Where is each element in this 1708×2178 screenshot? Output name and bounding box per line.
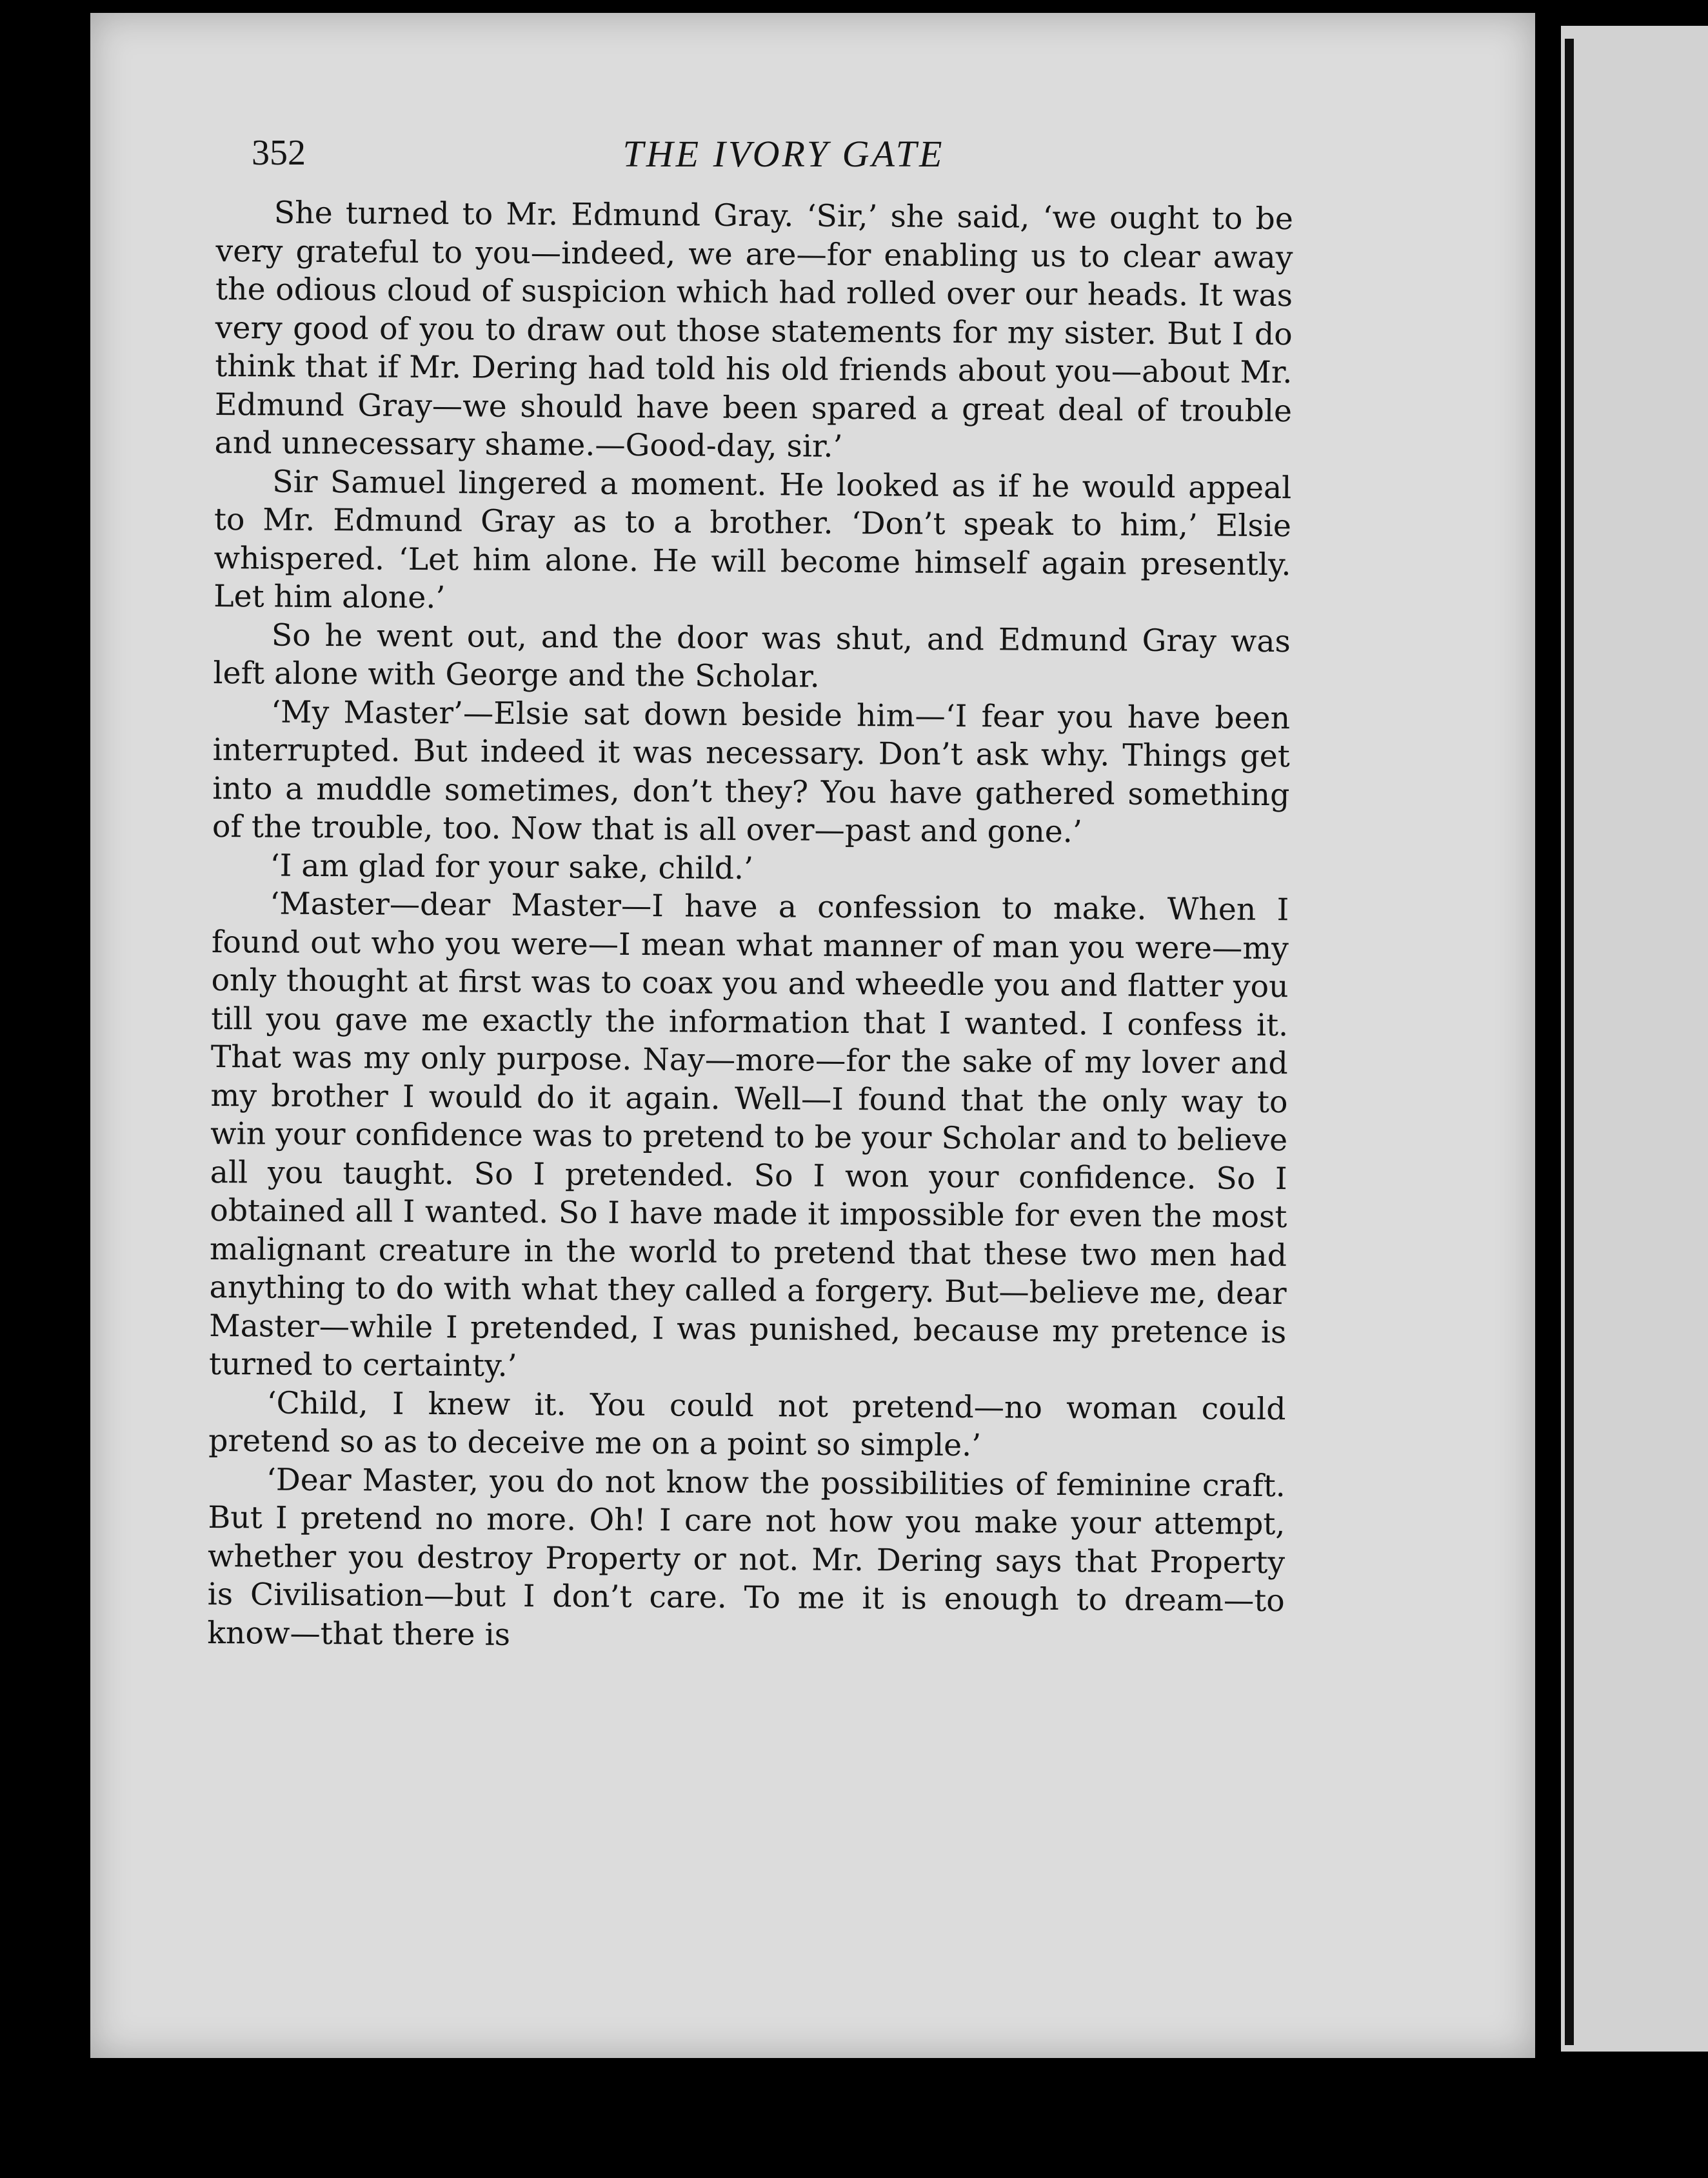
paragraph: ‘Dear Master, you do not know the possibilities of feminine craft. But I pretend no more. Oh! I care not how you make your attempt, whether you destroy Property or not. Mr. Dering says that Property is Civilisation—but I don’t care. To me it is enough to dream—to know—that there is: [207, 1462, 1286, 1653]
book-spine-gutter: [1565, 39, 1574, 2045]
paragraph: ‘I am glad for your sake, child.’: [270, 848, 754, 886]
page-header: [252, 132, 1316, 184]
paragraph: ‘Master—dear Master—I have a confession to make. When I found out who you were—I mean what manner of man you were—my only thought at first was to coax you and wheedle you and flatter you till you gave me exactly the information that I wanted. I confess it. That was my only purpose. Nay—more—for the sake of my lover and my brother I would do it again. Well—I found that the only way to win your confidence was to pretend to be your Scholar and to believe all you taught. So I pretended. So I won your confidence. So I obtained all I wanted. So I have made it impossible for even the most malignant creature in the world to pretend that these two men had anything to do with what they called a forgery. But—believe me, dear Master—while I pretended, I was punished, because my pretence is turned to certainty.’: [208, 886, 1289, 1384]
facing-page-edge: [1561, 26, 1708, 2052]
paragraph: So he went out, and the door was shut, and Edmund Gray was left alone with George and the Scholar.: [213, 617, 1291, 695]
page-number: 352: [252, 133, 306, 173]
body-text: [207, 194, 1293, 1659]
paragraph: Sir Samuel lingered a moment. He looked as if he would appeal to Mr. Edmund Gray as to a brother. ‘Don’t speak to him,’ Elsie whispered. ‘Let him alone. He will become himself again presently. Let him alone.’: [214, 464, 1292, 616]
paragraph: ‘Child, I knew it. You could not pretend—no woman could pretend so as to deceive me on a point so simple.’: [208, 1385, 1286, 1464]
running-head-title: THE IVORY GATE: [622, 133, 945, 175]
paragraph: ‘My Master’—Elsie sat down beside him—‘I fear you have been interrupted. But indeed it was necessary. Don’t ask why. Things get into a muddle sometimes, don’t they? You have gathered something of the trouble, too. Now that is all over—past and gone.’: [212, 694, 1291, 850]
paragraph: She turned to Mr. Edmund Gray. ‘Sir,’ she said, ‘we ought to be very grateful to you—indeed, we are—for enabling us to clear away the odious cloud of suspicion which had rolled over our heads. It was very good of you to draw out those statements for my sister. But I do think that if Mr. Dering had told his old friends about you—about Mr. Edmund Gray—we should have been spared a great deal of trouble and unnecessary shame.—Good-day, sir.’: [214, 195, 1293, 465]
